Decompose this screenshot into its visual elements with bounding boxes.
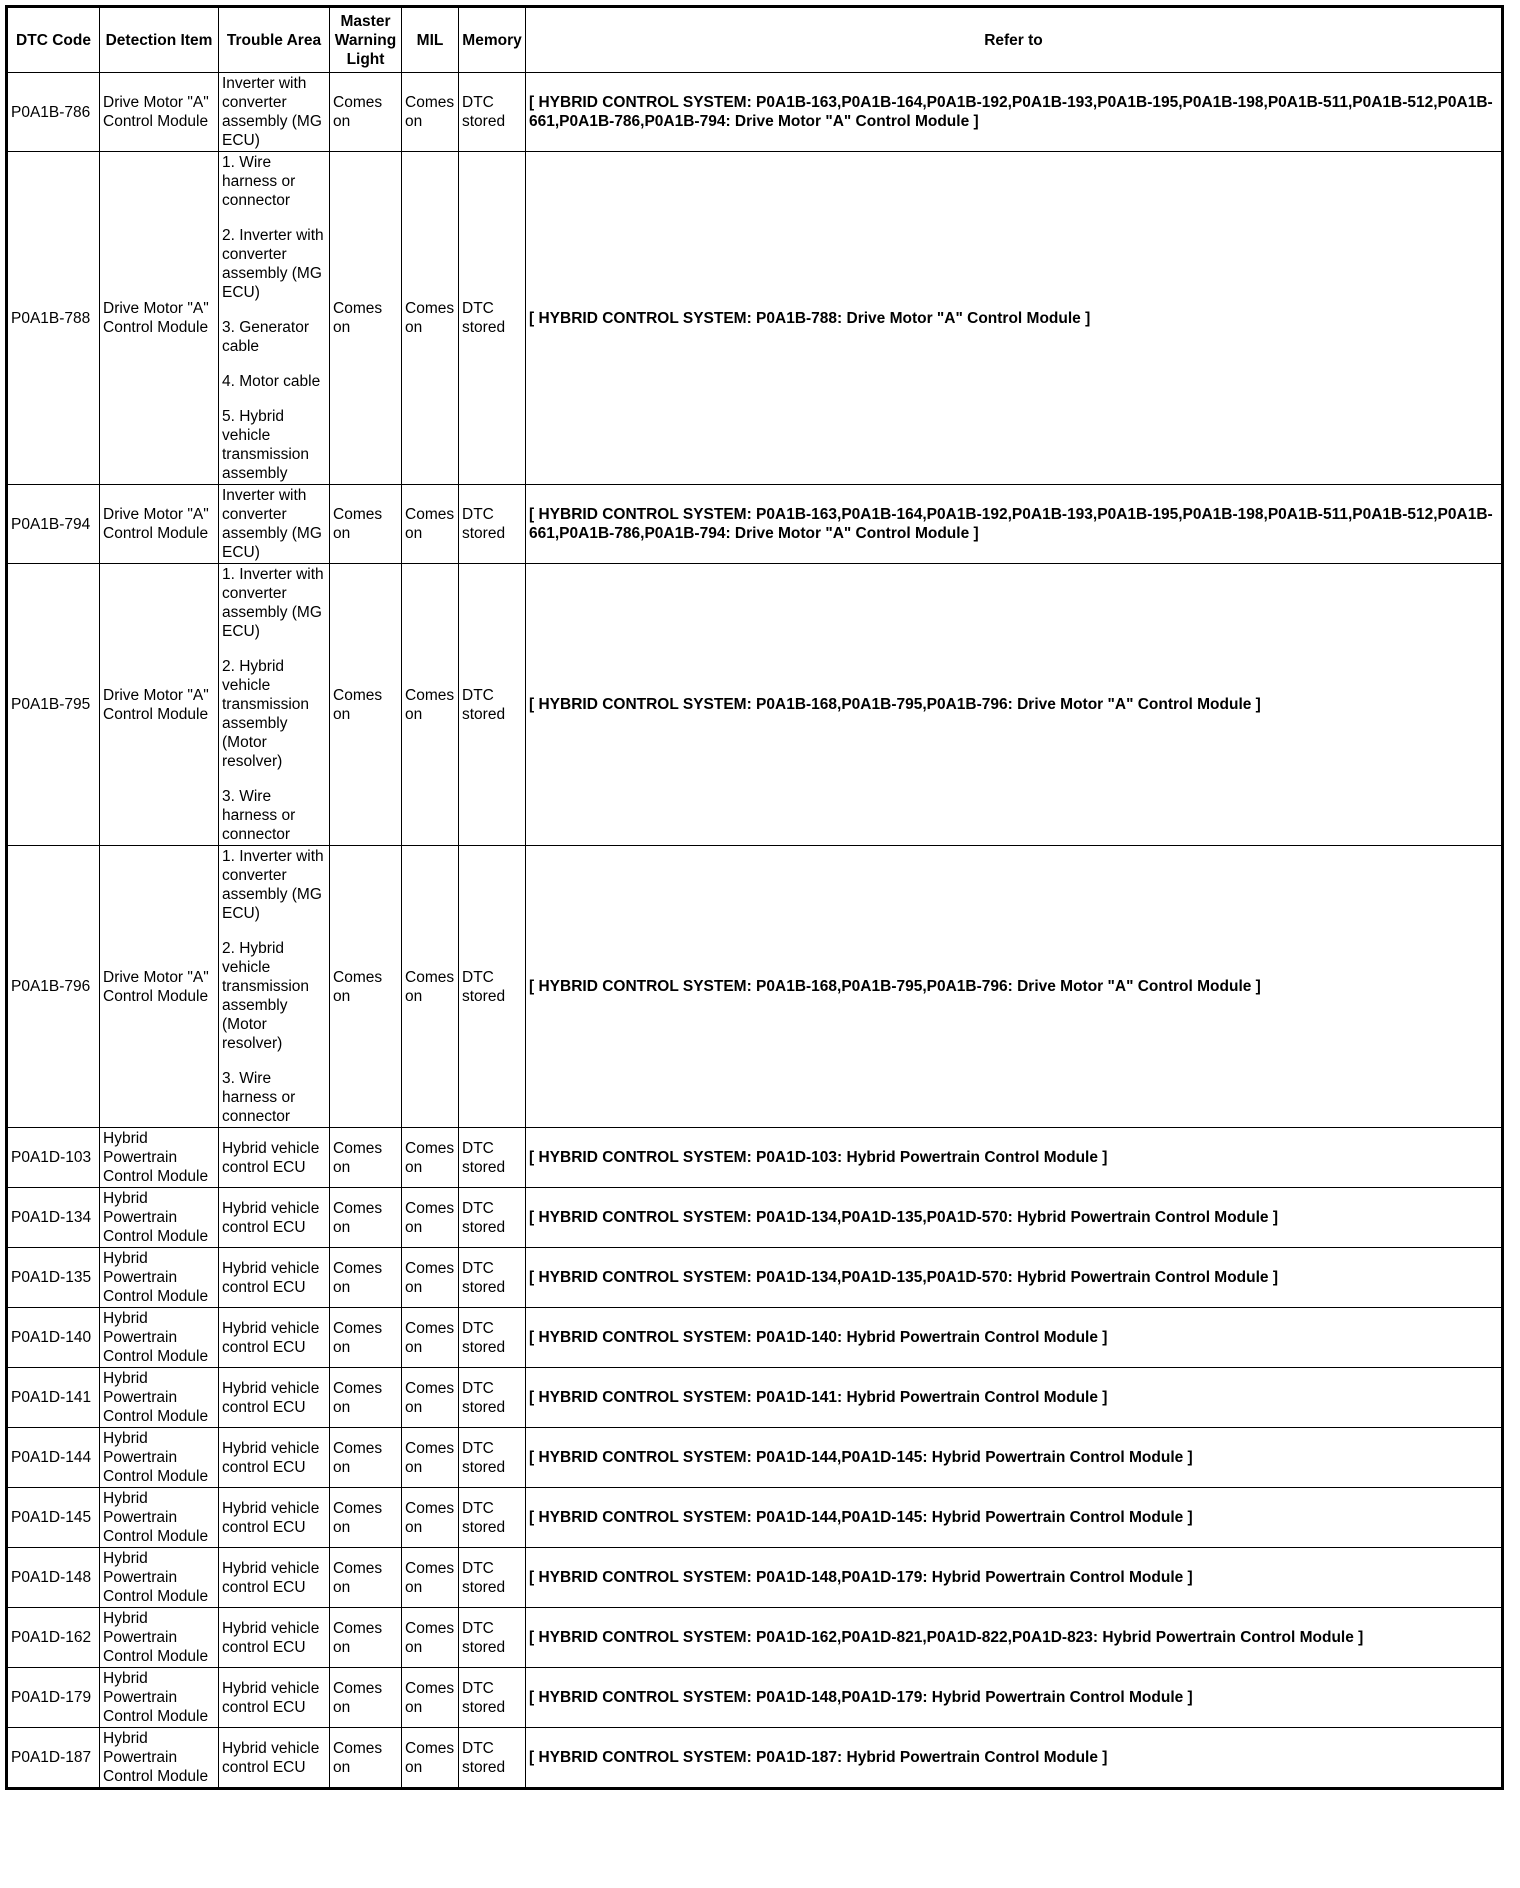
trouble-area-item: Hybrid vehicle control ECU	[222, 1499, 320, 1536]
dtc-code-cell: P0A1D-140	[7, 1308, 100, 1368]
dtc-table-sheet	[5, 5, 1501, 1790]
master-warning-light-cell: Comes on	[330, 1248, 402, 1308]
trouble-area-item: Hybrid vehicle control ECU	[222, 1379, 320, 1416]
table-row	[7, 1548, 1503, 1608]
table-row	[7, 564, 1503, 846]
trouble-area-cell	[219, 1248, 330, 1308]
refer-to-cell: [ HYBRID CONTROL SYSTEM: P0A1D-148,P0A1D-179: Hybrid Powertrain Control Module ]	[526, 1548, 1503, 1608]
trouble-area-cell	[219, 1188, 330, 1248]
dtc-code-cell: P0A1B-795	[7, 564, 100, 846]
mil-cell: Comes on	[402, 152, 459, 485]
master-warning-light-cell: Comes on	[330, 1548, 402, 1608]
mil-cell: Comes on	[402, 1128, 459, 1188]
trouble-area-item: 1. Inverter with converter assembly (MG ECU)	[222, 566, 324, 640]
memory-cell: DTC stored	[459, 1308, 526, 1368]
dtc-code-cell: P0A1D-134	[7, 1188, 100, 1248]
refer-to-cell: [ HYBRID CONTROL SYSTEM: P0A1B-163,P0A1B-164,P0A1B-192,P0A1B-193,P0A1B-195,P0A1B-198,P0A1B-511,P0A1B-512,P0A1B-661,P0A1B-786,P0A1B-794: Drive Motor "A" Control Module ]	[526, 73, 1503, 152]
trouble-area-item: Hybrid vehicle control ECU	[222, 1679, 320, 1716]
trouble-area-cell	[219, 564, 330, 846]
mil-cell: Comes on	[402, 1608, 459, 1668]
master-warning-light-cell: Comes on	[330, 485, 402, 564]
master-warning-light-cell: Comes on	[330, 846, 402, 1128]
dtc-table-body	[7, 73, 1503, 1789]
dtc-code-cell: P0A1D-135	[7, 1248, 100, 1308]
trouble-area-item: 3. Wire harness or connector	[222, 1070, 296, 1125]
detection-item-cell: Hybrid Powertrain Control Module	[100, 1668, 219, 1728]
dtc-code-cell: P0A1B-796	[7, 846, 100, 1128]
dtc-code-cell: P0A1B-786	[7, 73, 100, 152]
trouble-area-cell	[219, 485, 330, 564]
detection-item-cell: Hybrid Powertrain Control Module	[100, 1308, 219, 1368]
trouble-area-item: Inverter with converter assembly (MG ECU)	[222, 75, 322, 149]
detection-item-cell: Drive Motor "A" Control Module	[100, 485, 219, 564]
trouble-area-item: Inverter with converter assembly (MG ECU)	[222, 487, 322, 561]
memory-cell: DTC stored	[459, 1608, 526, 1668]
trouble-area-item: Hybrid vehicle control ECU	[222, 1199, 320, 1236]
table-row	[7, 1728, 1503, 1789]
memory-cell: DTC stored	[459, 846, 526, 1128]
trouble-area-item: 3. Generator cable	[222, 319, 310, 355]
table-row	[7, 152, 1503, 485]
detection-item-cell: Hybrid Powertrain Control Module	[100, 1728, 219, 1789]
trouble-area-cell	[219, 1128, 330, 1188]
refer-to-cell: [ HYBRID CONTROL SYSTEM: P0A1D-140: Hybrid Powertrain Control Module ]	[526, 1308, 1503, 1368]
trouble-area-cell	[219, 1668, 330, 1728]
detection-item-cell: Hybrid Powertrain Control Module	[100, 1368, 219, 1428]
memory-cell: DTC stored	[459, 485, 526, 564]
trouble-area-cell	[219, 1608, 330, 1668]
memory-cell: DTC stored	[459, 1428, 526, 1488]
dtc-code-cell: P0A1D-103	[7, 1128, 100, 1188]
memory-cell: DTC stored	[459, 1488, 526, 1548]
refer-to-cell: [ HYBRID CONTROL SYSTEM: P0A1B-168,P0A1B-795,P0A1B-796: Drive Motor "A" Control Module ]	[526, 564, 1503, 846]
header-dtc-code: DTC Code	[7, 7, 100, 73]
table-row	[7, 1128, 1503, 1188]
master-warning-light-cell: Comes on	[330, 1488, 402, 1548]
master-warning-light-cell: Comes on	[330, 1608, 402, 1668]
dtc-code-cell: P0A1D-148	[7, 1548, 100, 1608]
mil-cell: Comes on	[402, 846, 459, 1128]
mil-cell: Comes on	[402, 1488, 459, 1548]
table-row	[7, 846, 1503, 1128]
refer-to-cell: [ HYBRID CONTROL SYSTEM: P0A1D-162,P0A1D-821,P0A1D-822,P0A1D-823: Hybrid Powertrain Control Module ]	[526, 1608, 1503, 1668]
refer-to-cell: [ HYBRID CONTROL SYSTEM: P0A1D-141: Hybrid Powertrain Control Module ]	[526, 1368, 1503, 1428]
memory-cell: DTC stored	[459, 1548, 526, 1608]
header-detection-item: Detection Item	[100, 7, 219, 73]
table-row	[7, 1368, 1503, 1428]
trouble-area-cell	[219, 1368, 330, 1428]
trouble-area-cell	[219, 1428, 330, 1488]
detection-item-cell: Hybrid Powertrain Control Module	[100, 1488, 219, 1548]
trouble-area-cell	[219, 1728, 330, 1789]
trouble-area-cell	[219, 152, 330, 485]
trouble-area-cell	[219, 1548, 330, 1608]
master-warning-light-cell: Comes on	[330, 1128, 402, 1188]
trouble-area-cell	[219, 1488, 330, 1548]
trouble-area-item: Hybrid vehicle control ECU	[222, 1319, 320, 1356]
memory-cell: DTC stored	[459, 152, 526, 485]
table-row	[7, 485, 1503, 564]
detection-item-cell: Drive Motor "A" Control Module	[100, 152, 219, 485]
dtc-table	[5, 5, 1504, 1790]
mil-cell: Comes on	[402, 1548, 459, 1608]
trouble-area-cell	[219, 73, 330, 152]
mil-cell: Comes on	[402, 1428, 459, 1488]
refer-to-cell: [ HYBRID CONTROL SYSTEM: P0A1B-788: Drive Motor "A" Control Module ]	[526, 152, 1503, 485]
detection-item-cell: Drive Motor "A" Control Module	[100, 846, 219, 1128]
detection-item-cell: Hybrid Powertrain Control Module	[100, 1128, 219, 1188]
header-memory: Memory	[459, 7, 526, 73]
memory-cell: DTC stored	[459, 564, 526, 846]
detection-item-cell: Hybrid Powertrain Control Module	[100, 1188, 219, 1248]
header-master-warning-light: Master Warning Light	[330, 7, 402, 73]
header-row	[7, 7, 1503, 73]
trouble-area-item: 4. Motor cable	[222, 373, 321, 390]
detection-item-cell: Hybrid Powertrain Control Module	[100, 1248, 219, 1308]
trouble-area-item: Hybrid vehicle control ECU	[222, 1439, 320, 1476]
refer-to-cell: [ HYBRID CONTROL SYSTEM: P0A1B-168,P0A1B-795,P0A1B-796: Drive Motor "A" Control Module ]	[526, 846, 1503, 1128]
trouble-area-item: 5. Hybrid vehicle transmission assembly	[222, 408, 309, 482]
refer-to-cell: [ HYBRID CONTROL SYSTEM: P0A1B-163,P0A1B-164,P0A1B-192,P0A1B-193,P0A1B-195,P0A1B-198,P0A1B-511,P0A1B-512,P0A1B-661,P0A1B-786,P0A1B-794: Drive Motor "A" Control Module ]	[526, 485, 1503, 564]
trouble-area-item: Hybrid vehicle control ECU	[222, 1259, 320, 1296]
memory-cell: DTC stored	[459, 1128, 526, 1188]
master-warning-light-cell: Comes on	[330, 1188, 402, 1248]
header-trouble-area: Trouble Area	[219, 7, 330, 73]
mil-cell: Comes on	[402, 1248, 459, 1308]
dtc-code-cell: P0A1D-187	[7, 1728, 100, 1789]
detection-item-cell: Hybrid Powertrain Control Module	[100, 1428, 219, 1488]
header-refer-to: Refer to	[526, 7, 1503, 73]
memory-cell: DTC stored	[459, 1368, 526, 1428]
dtc-code-cell: P0A1B-788	[7, 152, 100, 485]
mil-cell: Comes on	[402, 1368, 459, 1428]
mil-cell: Comes on	[402, 1188, 459, 1248]
refer-to-cell: [ HYBRID CONTROL SYSTEM: P0A1D-144,P0A1D-145: Hybrid Powertrain Control Module ]	[526, 1428, 1503, 1488]
trouble-area-item: Hybrid vehicle control ECU	[222, 1559, 320, 1596]
trouble-area-item: Hybrid vehicle control ECU	[222, 1619, 320, 1656]
table-row	[7, 1248, 1503, 1308]
detection-item-cell: Drive Motor "A" Control Module	[100, 564, 219, 846]
dtc-code-cell: P0A1D-179	[7, 1668, 100, 1728]
trouble-area-item: 2. Inverter with converter assembly (MG ECU)	[222, 227, 324, 301]
memory-cell: DTC stored	[459, 73, 526, 152]
trouble-area-item: 1. Wire harness or connector	[222, 154, 296, 209]
detection-item-cell: Hybrid Powertrain Control Module	[100, 1608, 219, 1668]
table-row	[7, 1188, 1503, 1248]
dtc-code-cell: P0A1D-144	[7, 1428, 100, 1488]
master-warning-light-cell: Comes on	[330, 152, 402, 485]
mil-cell: Comes on	[402, 1308, 459, 1368]
mil-cell: Comes on	[402, 485, 459, 564]
detection-item-cell: Drive Motor "A" Control Module	[100, 73, 219, 152]
table-row	[7, 1668, 1503, 1728]
master-warning-light-cell: Comes on	[330, 1428, 402, 1488]
refer-to-cell: [ HYBRID CONTROL SYSTEM: P0A1D-103: Hybrid Powertrain Control Module ]	[526, 1128, 1503, 1188]
trouble-area-item: 3. Wire harness or connector	[222, 788, 296, 843]
refer-to-cell: [ HYBRID CONTROL SYSTEM: P0A1D-134,P0A1D-135,P0A1D-570: Hybrid Powertrain Control Module ]	[526, 1248, 1503, 1308]
memory-cell: DTC stored	[459, 1668, 526, 1728]
refer-to-cell: [ HYBRID CONTROL SYSTEM: P0A1D-144,P0A1D-145: Hybrid Powertrain Control Module ]	[526, 1488, 1503, 1548]
dtc-code-cell: P0A1D-145	[7, 1488, 100, 1548]
table-row	[7, 1608, 1503, 1668]
master-warning-light-cell: Comes on	[330, 73, 402, 152]
master-warning-light-cell: Comes on	[330, 1728, 402, 1789]
trouble-area-item: 2. Hybrid vehicle transmission assembly (Motor resolver)	[222, 940, 309, 1052]
master-warning-light-cell: Comes on	[330, 564, 402, 846]
master-warning-light-cell: Comes on	[330, 1368, 402, 1428]
dtc-code-cell: P0A1D-162	[7, 1608, 100, 1668]
dtc-code-cell: P0A1B-794	[7, 485, 100, 564]
table-row	[7, 73, 1503, 152]
mil-cell: Comes on	[402, 1668, 459, 1728]
trouble-area-item: Hybrid vehicle control ECU	[222, 1739, 320, 1776]
refer-to-cell: [ HYBRID CONTROL SYSTEM: P0A1D-187: Hybrid Powertrain Control Module ]	[526, 1728, 1503, 1789]
refer-to-cell: [ HYBRID CONTROL SYSTEM: P0A1D-148,P0A1D-179: Hybrid Powertrain Control Module ]	[526, 1668, 1503, 1728]
mil-cell: Comes on	[402, 1728, 459, 1789]
master-warning-light-cell: Comes on	[330, 1308, 402, 1368]
trouble-area-cell	[219, 1308, 330, 1368]
table-row	[7, 1488, 1503, 1548]
header-mil: MIL	[402, 7, 459, 73]
master-warning-light-cell: Comes on	[330, 1668, 402, 1728]
memory-cell: DTC stored	[459, 1188, 526, 1248]
trouble-area-cell	[219, 846, 330, 1128]
table-row	[7, 1428, 1503, 1488]
table-row	[7, 1308, 1503, 1368]
memory-cell: DTC stored	[459, 1248, 526, 1308]
refer-to-cell: [ HYBRID CONTROL SYSTEM: P0A1D-134,P0A1D-135,P0A1D-570: Hybrid Powertrain Control Module ]	[526, 1188, 1503, 1248]
trouble-area-item: Hybrid vehicle control ECU	[222, 1139, 320, 1176]
dtc-code-cell: P0A1D-141	[7, 1368, 100, 1428]
mil-cell: Comes on	[402, 564, 459, 846]
memory-cell: DTC stored	[459, 1728, 526, 1789]
mil-cell: Comes on	[402, 73, 459, 152]
trouble-area-item: 2. Hybrid vehicle transmission assembly (Motor resolver)	[222, 658, 309, 770]
detection-item-cell: Hybrid Powertrain Control Module	[100, 1548, 219, 1608]
trouble-area-item: 1. Inverter with converter assembly (MG ECU)	[222, 848, 324, 922]
